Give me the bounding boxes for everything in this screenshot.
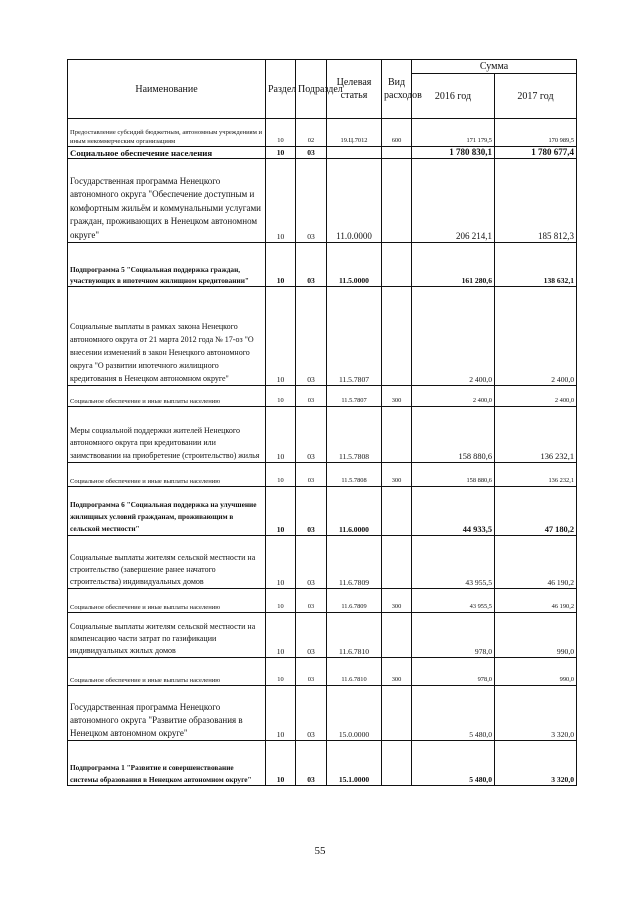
row-name: Государственная программа Ненецкого автономного округа "Развитие образования в Ненецком автономном округе" [68,686,266,741]
row-podrazdel: 03 [296,243,327,287]
row-2017: 170 989,5 [495,119,577,147]
row-target [327,147,382,159]
row-razdel: 10 [266,536,296,589]
row-2017: 990,0 [495,658,577,686]
row-target: 11.6.0000 [327,487,382,536]
row-razdel: 10 [266,287,296,386]
row-2017: 1 780 677,4 [495,147,577,159]
row-target: 11.5.0000 [327,243,382,287]
row-razdel: 10 [266,613,296,658]
header-name: Наименование [68,60,266,119]
row-vid: 300 [382,463,412,487]
row-target: 11.5.7807 [327,287,382,386]
row-2016: 171 179,5 [412,119,495,147]
row-name: Социальные выплаты жителям сельской местности на компенсацию части затрат по газификации индивидуальных жилых домов [68,613,266,658]
table-row [68,119,577,147]
row-target: 11.5.7807 [327,386,382,407]
row-2017: 47 180,2 [495,487,577,536]
table-row [68,658,577,686]
row-razdel: 10 [266,159,296,243]
row-target: 11.6.7810 [327,613,382,658]
row-vid [382,536,412,589]
table-row [68,386,577,407]
row-podrazdel: 03 [296,407,327,463]
table-row [68,487,577,536]
row-2017: 3 320,0 [495,686,577,741]
row-name: Государственная программа Ненецкого автономного округа "Обеспечение доступным и комфортным жильём и коммунальными услугами граждан, проживающих в Ненецком автономном округе" [68,159,266,243]
row-vid [382,613,412,658]
row-2016: 158 880,6 [412,463,495,487]
row-2017: 3 320,0 [495,741,577,786]
row-podrazdel: 03 [296,463,327,487]
row-name: Социальное обеспечение и иные выплаты населению [68,386,266,407]
row-vid [382,287,412,386]
row-target: 19.Ц.7012 [327,119,382,147]
row-target: 11.5.7808 [327,463,382,487]
row-razdel: 10 [266,119,296,147]
row-razdel: 10 [266,487,296,536]
row-2016: 206 214,1 [412,159,495,243]
table-row [68,287,577,386]
table-row [68,589,577,613]
row-target: 11.6.7809 [327,536,382,589]
row-vid [382,407,412,463]
header-podrazdel: Подраздел [296,60,327,119]
row-razdel: 10 [266,589,296,613]
row-razdel: 10 [266,686,296,741]
header-2016: 2016 год [412,74,495,119]
row-2017: 185 812,3 [495,159,577,243]
header-razdel: Раздел [266,60,296,119]
row-vid: 300 [382,658,412,686]
row-name: Социальное обеспечение населения [68,147,266,159]
row-2017: 2 400,0 [495,386,577,407]
row-podrazdel: 03 [296,658,327,686]
header-row-top [68,60,577,74]
row-podrazdel: 03 [296,536,327,589]
row-2016: 978,0 [412,613,495,658]
row-razdel: 10 [266,243,296,287]
row-vid [382,159,412,243]
row-2017: 46 190,2 [495,589,577,613]
row-vid: 600 [382,119,412,147]
row-name: Подпрограмма 6 "Социальная поддержка на улучшение жилищных условий гражданам, проживающим в сельской местности" [68,487,266,536]
row-razdel: 10 [266,147,296,159]
row-razdel: 10 [266,386,296,407]
row-2017: 2 400,0 [495,287,577,386]
table-row [68,159,577,243]
row-podrazdel: 02 [296,119,327,147]
table-row [68,243,577,287]
row-2016: 1 780 830,1 [412,147,495,159]
header-2017: 2017 год [495,74,577,119]
budget-table [67,59,577,786]
row-name: Социальное обеспечение и иные выплаты населению [68,589,266,613]
row-podrazdel: 03 [296,487,327,536]
row-podrazdel: 03 [296,287,327,386]
row-podrazdel: 03 [296,741,327,786]
row-name: Меры социальной поддержки жителей Ненецкого автономного округа при кредитовании или заимствовании на приобретение (строительство) жилья [68,407,266,463]
table-row [68,536,577,589]
row-name: Подпрограмма 1 "Развитие и совершенствование системы образования в Ненецком автономном округе" [68,741,266,786]
row-vid [382,686,412,741]
row-2017: 46 190,2 [495,536,577,589]
row-2016: 2 400,0 [412,386,495,407]
row-target: 11.6.7810 [327,658,382,686]
row-target: 11.0.0000 [327,159,382,243]
row-2016: 5 480,0 [412,686,495,741]
row-podrazdel: 03 [296,386,327,407]
row-podrazdel: 03 [296,686,327,741]
row-razdel: 10 [266,407,296,463]
row-name: Социальное обеспечение и иные выплаты населению [68,463,266,487]
row-vid [382,243,412,287]
row-2017: 138 632,1 [495,243,577,287]
table-row [68,741,577,786]
row-2017: 136 232,1 [495,463,577,487]
row-podrazdel: 03 [296,159,327,243]
row-podrazdel: 03 [296,147,327,159]
row-2016: 158 880,6 [412,407,495,463]
row-vid: 300 [382,386,412,407]
row-razdel: 10 [266,463,296,487]
row-name: Социальное обеспечение и иные выплаты населению [68,658,266,686]
row-vid [382,147,412,159]
row-podrazdel: 03 [296,589,327,613]
row-2016: 2 400,0 [412,287,495,386]
row-vid [382,741,412,786]
row-2017: 990,0 [495,613,577,658]
table-row [68,147,577,159]
header-sum: Сумма [412,60,577,74]
header-target: Целевая статья [327,60,382,119]
row-2016: 978,0 [412,658,495,686]
row-vid [382,487,412,536]
row-podrazdel: 03 [296,613,327,658]
row-target: 15.1.0000 [327,741,382,786]
row-target: 11.6.7809 [327,589,382,613]
row-name: Предоставление субсидий бюджетным, автономным учреждениям и иным некоммерческим организациям [68,119,266,147]
header-vid: Вид расходов [382,60,412,119]
table-row [68,613,577,658]
row-2016: 5 480,0 [412,741,495,786]
row-vid: 300 [382,589,412,613]
row-name: Социальные выплаты в рамках закона Ненецкого автономного округа от 21 марта 2012 года № 17-оз "О внесении изменений в закон Ненецкого автономного округа "О развитии ипотечного жилищного кредитования в Ненецком автономном округе" [68,287,266,386]
table-row [68,686,577,741]
table-row [68,463,577,487]
row-2017: 136 232,1 [495,407,577,463]
row-razdel: 10 [266,741,296,786]
row-2016: 44 933,5 [412,487,495,536]
row-name: Социальные выплаты жителям сельской местности на строительство (завершение ранее начатого строительства) индивидуальных домов [68,536,266,589]
row-target: 15.0.0000 [327,686,382,741]
row-2016: 43 955,5 [412,536,495,589]
row-name: Подпрограмма 5 "Социальная поддержка граждан, участвующих в ипотечном жилищном кредитовании" [68,243,266,287]
page-number: 55 [314,845,326,857]
row-2016: 43 955,5 [412,589,495,613]
row-2016: 161 280,6 [412,243,495,287]
row-target: 11.5.7808 [327,407,382,463]
table-row [68,407,577,463]
row-razdel: 10 [266,658,296,686]
